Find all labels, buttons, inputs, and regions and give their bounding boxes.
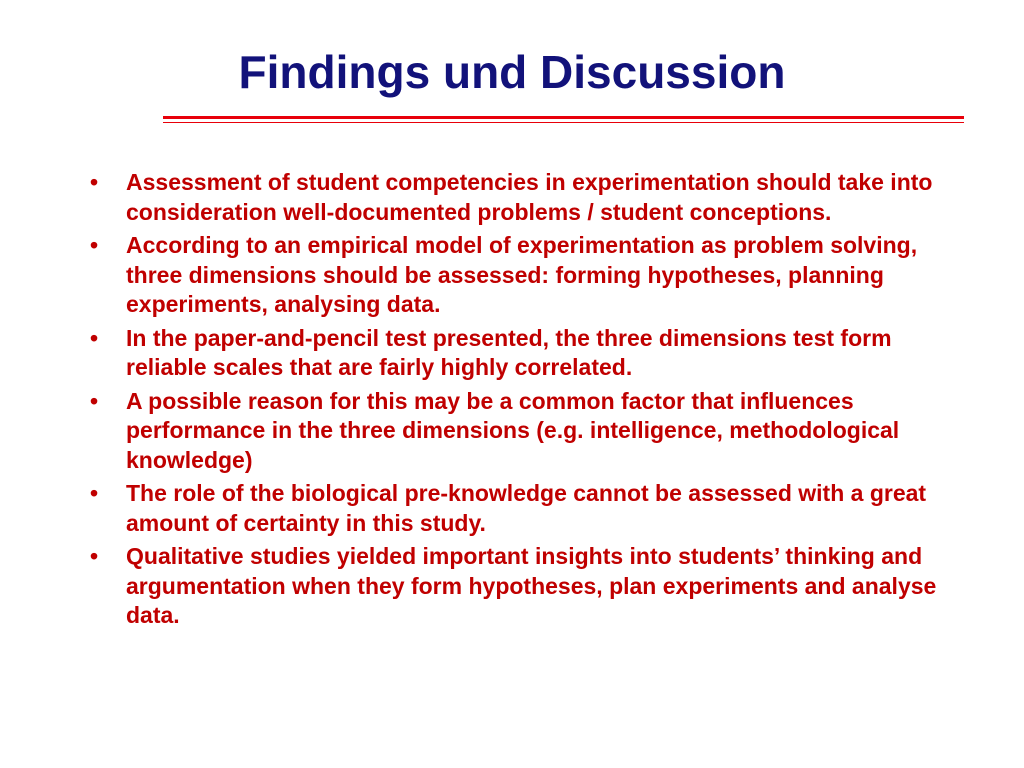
bullet-item [90,168,950,227]
title-underline-thin [163,122,964,123]
bullet-icon: • [90,324,99,351]
bullet-text: According to an empirical model of experimentation as problem solving, three dimensions should be assessed: forming hypotheses, planning experiments, analysing data. [126,232,918,317]
bullet-item [90,479,950,538]
bullet-item [90,542,950,631]
bullet-item [90,324,950,383]
slide-title: Findings und Discussion [238,46,786,98]
bullet-icon: • [90,232,99,258]
bullet-item [90,231,950,320]
bullet-text: A possible reason for this may be a common factor that influences performance in the three dimensions (e.g. intelligence, methodological knowledge) [126,387,900,473]
bullet-item [90,387,950,476]
bullet-icon: • [90,387,99,414]
title-underline [163,116,964,119]
bullet-text: Assessment of student competencies in experimentation should take into consideration well-documented problems / student conceptions. [126,169,933,225]
bullet-icon: • [90,169,99,195]
bullet-text: Qualitative studies yielded important insights into students’ thinking and argumentation when they form hypotheses, plan experiments and analyse data. [126,543,937,628]
bullet-text: The role of the biological pre-knowledge cannot be assessed with a great amount of certainty in this study. [126,480,927,536]
bullet-icon: • [90,543,99,569]
bullet-text: In the paper-and-pencil test presented, the three dimensions test form reliable scales that are fairly highly correlated. [126,324,892,380]
bullet-icon: • [90,480,99,506]
bullet-list [90,168,950,635]
